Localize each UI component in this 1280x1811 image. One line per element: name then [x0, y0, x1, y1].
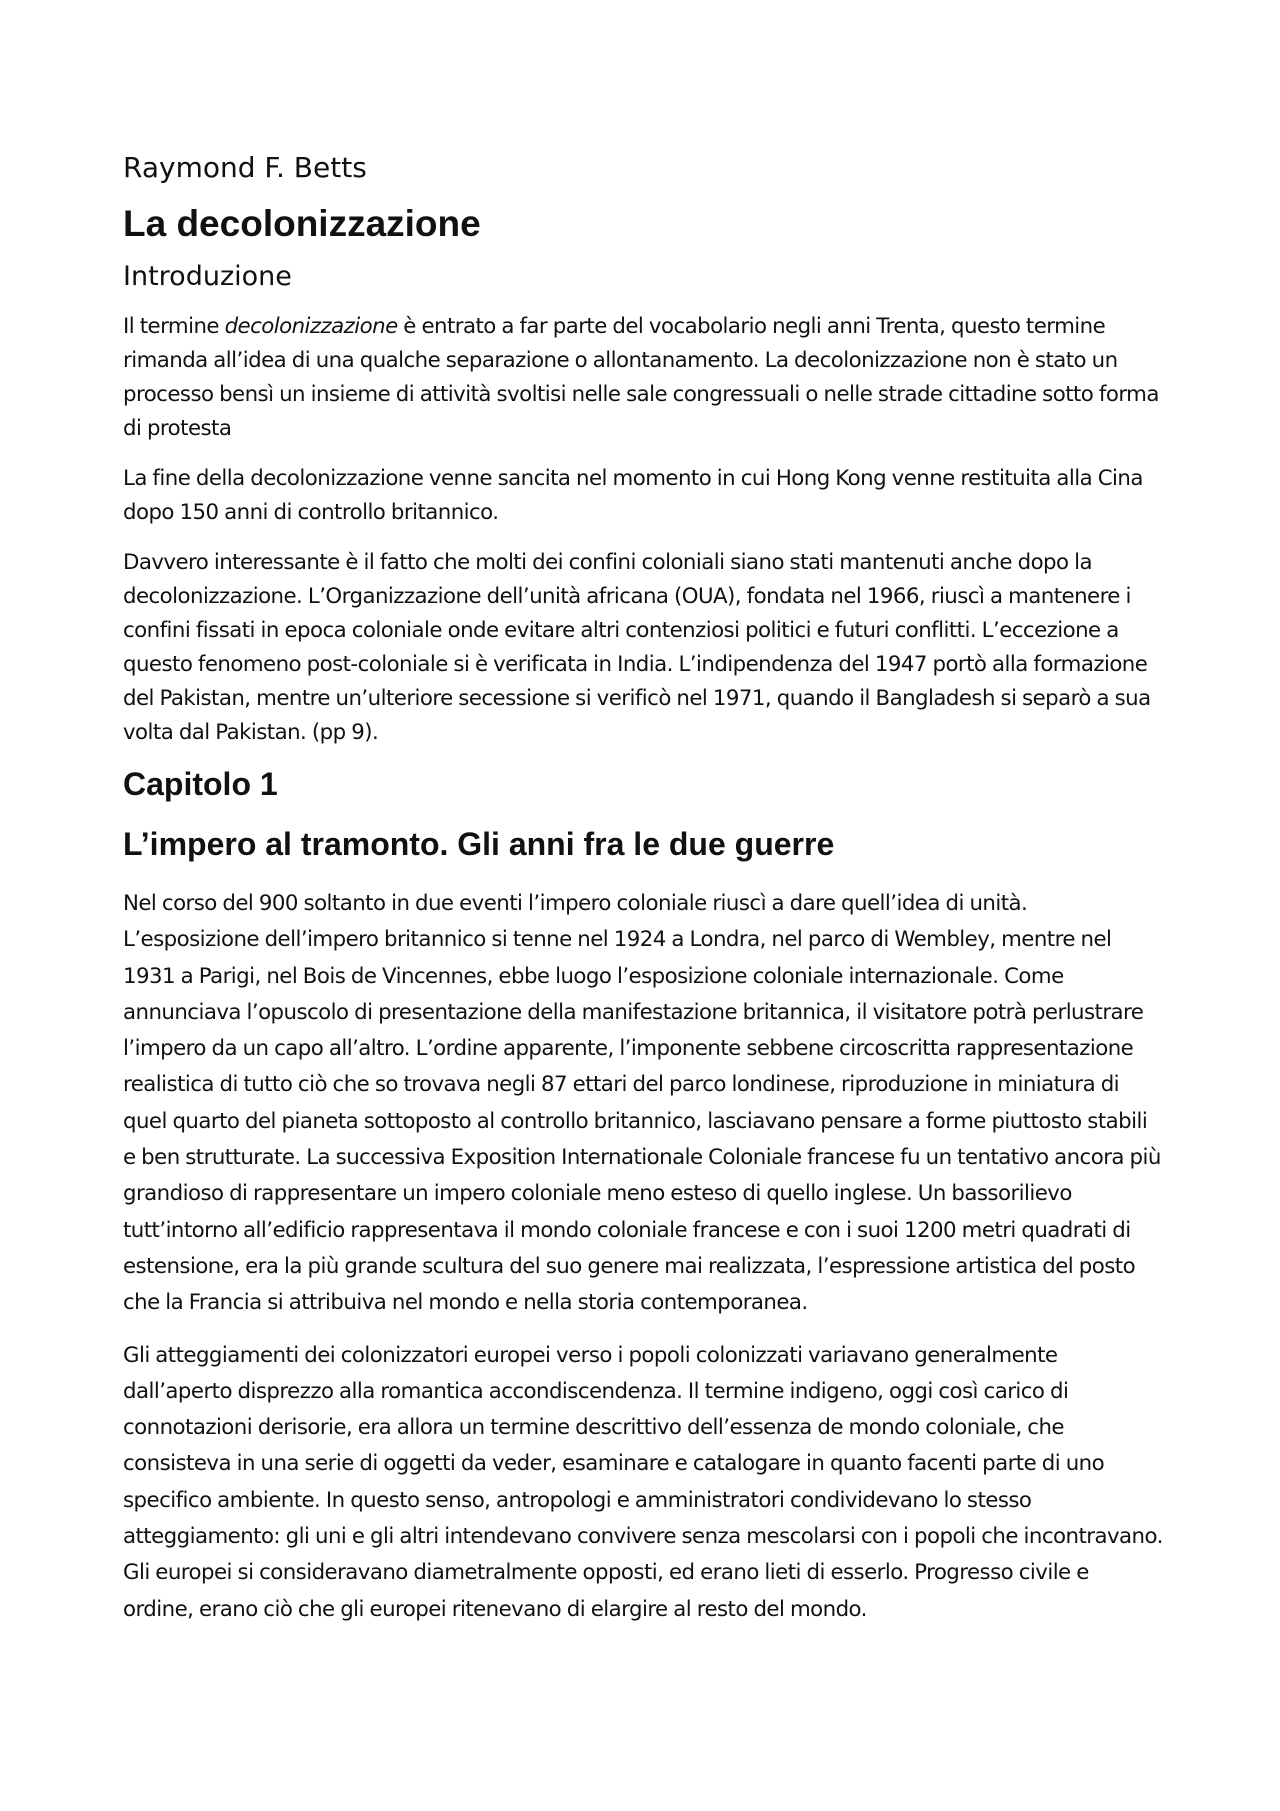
- intro-paragraph-1: [123, 310, 1163, 446]
- chapter-paragraph-1: Nel corso del 900 soltanto in due eventi l’impero coloniale riuscì a dare quell’idea di unità. L’esposizione dell’impero britannico si tenne nel 1924 a Londra, nel parco di Wembley, mentre nel 1931 a Parigi, nel Bois de Vincennes, ebbe luogo l’esposizione coloniale internazionale. Come annunciava l’opuscolo di presentazione della manifestazione britannica, il visitatore potrà perlustrare l’impero da un capo all’altro. L’ordine apparente, l’imponente sebbene circoscritta rappresentazione realistica di tutto ciò che so trovava negli 87 ettari del parco londinese, riproduzione in miniatura di quel quarto del pianeta sottoposto al controllo britannico, lasciavano pensare a forme piuttosto stabili e ben strutturate. La successiva Exposition Internationale Coloniale francese fu un tentativo ancora più grandioso di rappresentare un impero coloniale meno esteso di quello inglese. Un bassorilievo tutt’intorno all’edificio rappresentava il mondo coloniale francese e con i suoi 1200 metri quadrati di estensione, era la più grande scultura del suo genere mai realizzata, l’espressione artistica del posto che la Francia si attribuiva nel mondo e nella storia contemporanea.: [123, 891, 1161, 1316]
- intro-p1-text-start: Il termine: [123, 314, 225, 339]
- intro-section: [123, 310, 1163, 750]
- document-page: [123, 150, 1163, 1628]
- intro-p1-italic-term: decolonizzazione: [224, 314, 398, 339]
- chapter-paragraph-2: Gli atteggiamenti dei colonizzatori europei verso i popoli colonizzati variavano generalmente dall’aperto disprezzo alla romantica accondiscendenza. Il termine indigeno, oggi così carico di connotazioni derisorie, era allora un termine descrittivo dell’essenza de mondo coloniale, che consisteva in una serie di oggetti da veder, esaminare e catalogare in quanto facenti parte di uno specifico ambiente. In questo senso, antropologi e amministratori condividevano lo stesso atteggiamento: gli uni e gli altri intendevano convivere senza mescolarsi con i popoli che incontravano. Gli europei si consideravano diametralmente opposti, ed erano lieti di esserlo. Progresso civile e ordine, erano ciò che gli europei ritenevano di elargire al resto del mondo.: [123, 1342, 1163, 1622]
- intro-heading: Introduzione: [123, 261, 292, 292]
- chapter-label: Capitolo 1: [123, 766, 278, 802]
- book-title: La decolonizzazione: [123, 203, 481, 244]
- intro-p1-text-end: è entrato a far parte del vocabolario negli anni Trenta, questo termine rimanda all’idea di una qualche separazione o allontanamento. La decolonizzazione non è stato un processo bensì un insieme di attività svoltisi nelle sale congressuali o nelle strade cittadine sotto forma di protesta: [123, 314, 1159, 441]
- author-name: Raymond F. Betts: [123, 151, 367, 184]
- chapter-title: L’impero al tramonto. Gli anni fra le due guerre: [123, 826, 835, 862]
- intro-paragraph-2: La fine della decolonizzazione venne sancita nel momento in cui Hong Kong venne restituita alla Cina dopo 150 anni di controllo britannico.: [123, 466, 1143, 525]
- intro-paragraph-3: Davvero interessante è il fatto che molti dei confini coloniali siano stati mantenuti anche dopo la decolonizzazione. L’Organizzazione dell’unità africana (OUA), fondata nel 1966, riuscì a mantenere i confini fissati in epoca coloniale onde evitare altri contenziosi politici e futuri conflitti. L’eccezione a questo fenomeno post-coloniale si è verificata in India. L’indipendenza del 1947 portò alla formazione del Pakistan, mentre un’ulteriore secessione si verificò nel 1971, quando il Bangladesh si separò a sua volta dal Pakistan. (pp 9).: [123, 550, 1151, 745]
- chapter-body: [123, 886, 1163, 1628]
